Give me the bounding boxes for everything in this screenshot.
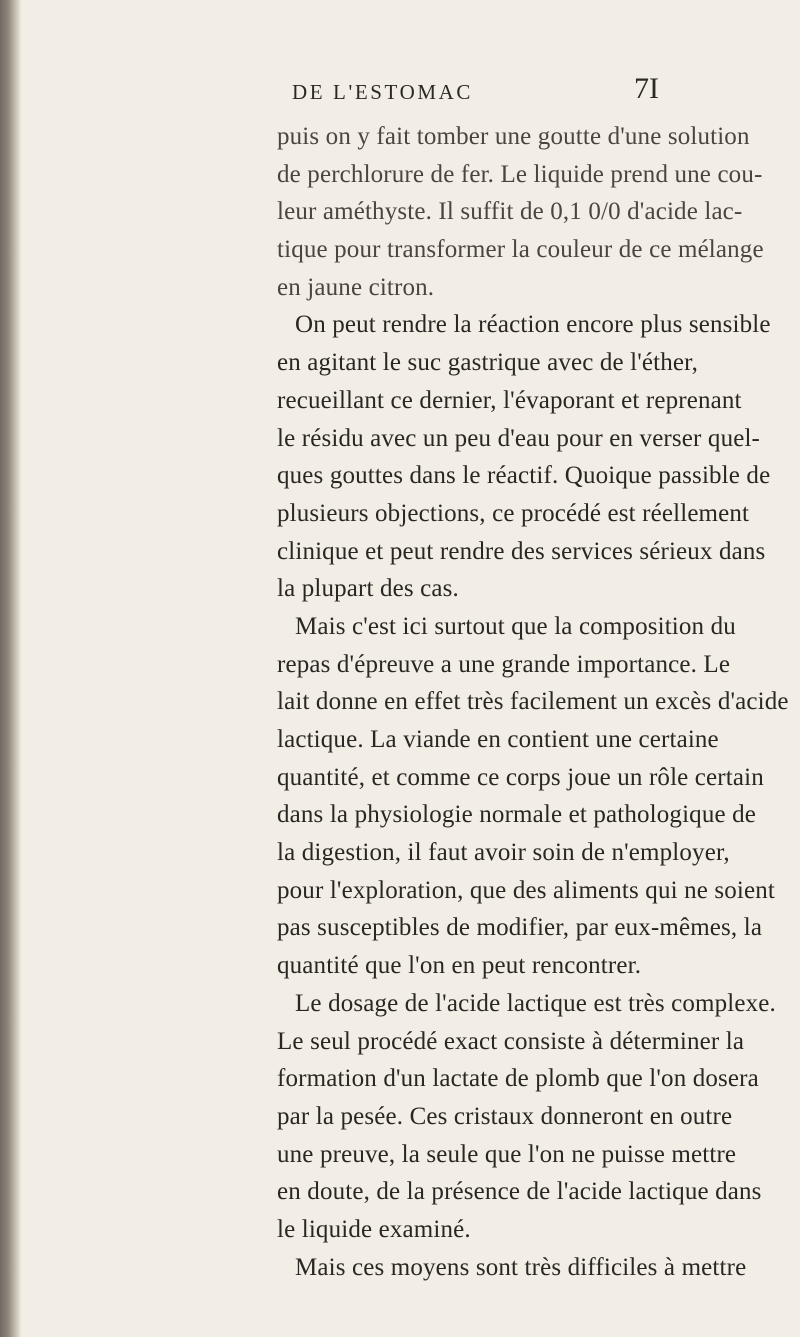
text-line: par la pesée. Ces cristaux donneront en outre: [277, 1102, 733, 1130]
text-line: pour l'exploration, que des aliments qui ne soient: [277, 876, 776, 904]
text-line: lactique. La viande en contient une certaine: [277, 726, 719, 753]
body-text: [277, 118, 789, 1286]
text-line: de perchlorure de fer. Le liquide prend une cou-: [277, 160, 763, 188]
text-line: une preuve, la seule que l'on ne puisse mettre: [277, 1140, 737, 1168]
text-line: plusieurs objections, ce procédé est réellement: [277, 499, 750, 527]
text-line: Le seul procédé exact consiste à déterminer la: [277, 1027, 745, 1055]
text-line: repas d'épreuve a une grande importance. Le: [277, 650, 731, 678]
scanned-page-edge: [0, 0, 20, 1337]
text-line: tique pour transformer la couleur de ce mélange: [277, 236, 764, 264]
text-line: en agitant le suc gastrique avec de l'éther,: [277, 349, 699, 377]
text-line: le liquide examiné.: [277, 1215, 471, 1243]
text-line: en jaune citron.: [277, 273, 435, 301]
text-line: la plupart des cas.: [277, 575, 459, 603]
text-line: en doute, de la présence de l'acide lactique dans: [277, 1178, 762, 1206]
text-line: recueillant ce dernier, l'évaporant et reprenant: [277, 386, 742, 414]
text-line: le résidu avec un peu d'eau pour en verser quel-: [277, 424, 761, 452]
text-line: la digestion, il faut avoir soin de n'employer,: [277, 839, 730, 867]
text-line: Mais ces moyens sont très difficiles à mettre: [295, 1253, 747, 1281]
text-line: leur améthyste. Il suffit de 0,1 0/0 d'acide lac-: [277, 198, 743, 226]
text-line: Le dosage de l'acide lactique est très complexe.: [295, 989, 776, 1017]
text-line: formation d'un lactate de plomb que l'on dosera: [277, 1065, 759, 1093]
running-head: DE L'ESTOMAC: [292, 80, 474, 104]
text-line: quantité que l'on en peut rencontrer.: [277, 952, 642, 980]
text-line: lait donne en effet très facilement un excès d'acide: [277, 688, 789, 716]
text-line: quantité, et comme ce corps joue un rôle certain: [277, 763, 764, 791]
text-line: On peut rendre la réaction encore plus sensible: [295, 311, 771, 339]
text-line: dans la physiologie normale et pathologique de: [277, 801, 757, 829]
text-line: puis on y fait tomber une goutte d'une solution: [277, 123, 750, 150]
page-number: 7I: [634, 72, 659, 105]
text-line: Mais c'est ici surtout que la composition du: [295, 612, 736, 640]
page-header: [22, 72, 800, 112]
text-line: clinique et peut rendre des services sérieux dans: [277, 537, 766, 565]
text-line: ques gouttes dans le réactif. Quoique passible de: [277, 462, 771, 490]
text-line: pas susceptibles de modifier, par eux-mêmes, la: [277, 914, 763, 942]
book-page: [22, 0, 800, 1337]
